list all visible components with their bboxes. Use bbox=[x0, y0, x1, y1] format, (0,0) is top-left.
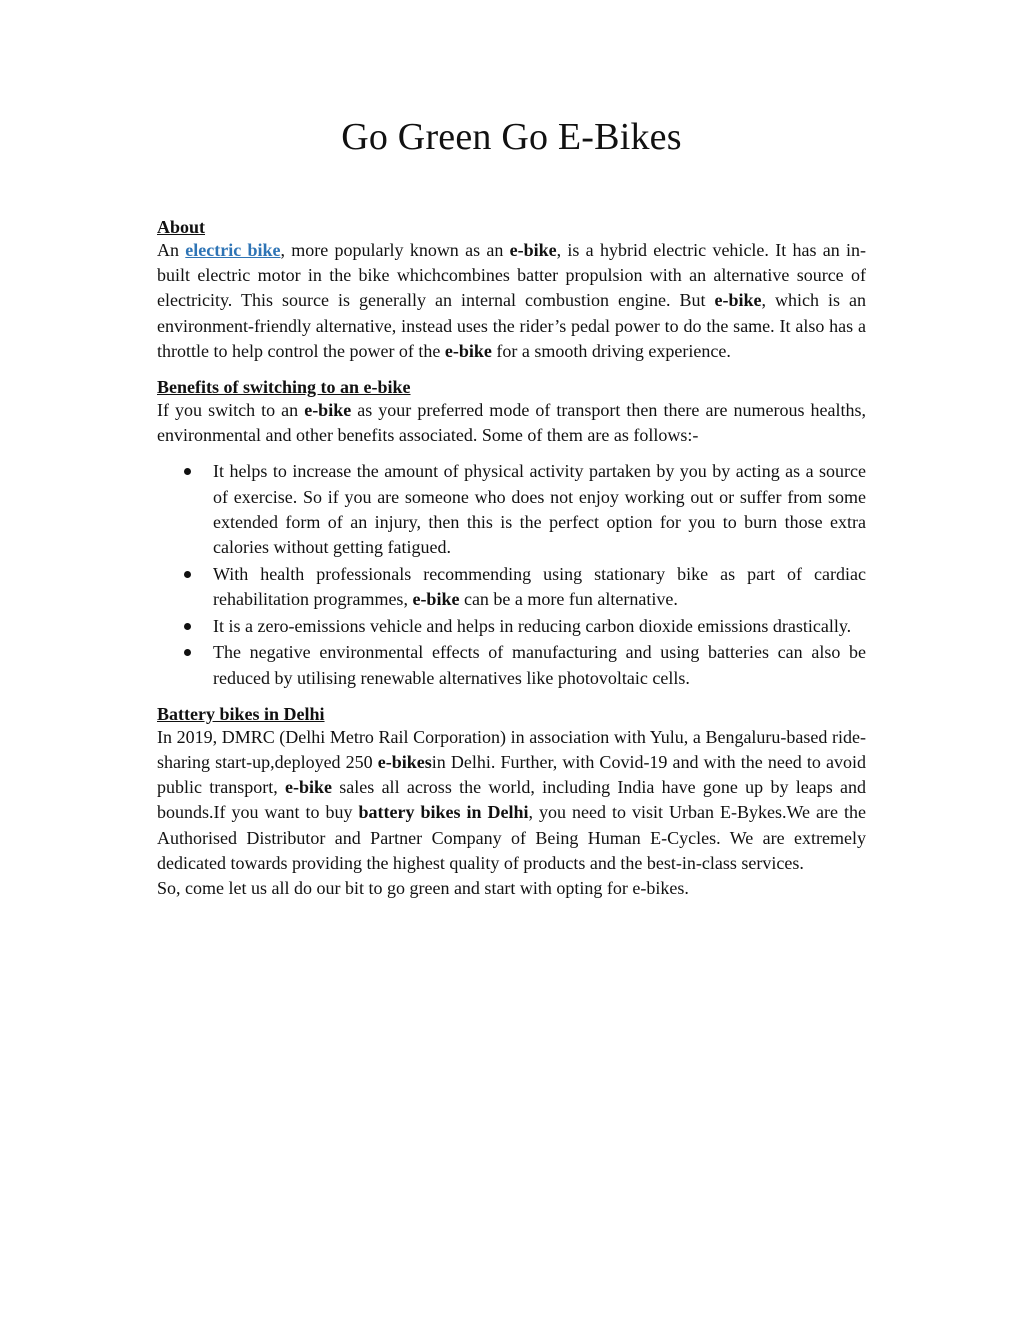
bullet-icon bbox=[184, 571, 191, 578]
list-item-text: It is a zero-emissions vehicle and helps in reducing carbon dioxide emissions drastically. bbox=[213, 615, 852, 636]
document-page bbox=[157, 0, 866, 901]
bold-term: e-bike bbox=[444, 340, 492, 361]
list-item bbox=[157, 459, 866, 560]
bold-term: e-bike bbox=[412, 588, 460, 609]
text-run: in Delhi. Further, with Covid-19 and with the need to avoid public transport, bbox=[157, 751, 866, 798]
benefits-list bbox=[157, 459, 866, 690]
bold-term: e-bike bbox=[304, 400, 352, 421]
list-item bbox=[157, 614, 866, 639]
text-run: , is a hybrid electric vehicle. It has an in-built electric motor in the bike whichcombines batter propulsion with an alternative source of electricity. This source is generally an internal combustion engine. But bbox=[157, 240, 866, 311]
benefits-intro-paragraph bbox=[157, 398, 866, 448]
bullet-icon bbox=[184, 468, 191, 475]
delhi-paragraph bbox=[157, 725, 866, 876]
list-item bbox=[157, 640, 866, 690]
bold-term: e-bike bbox=[714, 290, 762, 311]
text-run: If you switch to an bbox=[157, 400, 305, 421]
closing-paragraph: So, come let us all do our bit to go green and start with opting for e-bikes. bbox=[157, 877, 689, 898]
bold-term: e-bike bbox=[509, 240, 557, 260]
bold-term: battery bikes in Delhi bbox=[358, 802, 529, 823]
text-run: With health professionals recommending using stationary bike as part of cardiac rehabilitation programmes, bbox=[213, 563, 866, 609]
text-run: , which is an environment-friendly alternative, instead uses the rider’s pedal power to do the same. It also has a throttle to help control the power of the bbox=[157, 290, 867, 361]
list-item bbox=[157, 562, 866, 612]
bold-term: e-bike bbox=[285, 777, 333, 798]
text-run: can be a more fun alternative. bbox=[459, 588, 678, 609]
text-run: for a smooth driving experience. bbox=[491, 340, 731, 361]
bold-term: e-bikes bbox=[377, 751, 432, 772]
section-heading-about: About bbox=[157, 217, 206, 237]
text-run: as your preferred mode of transport then there are numerous healths, environmental and other benefits associated. Some of them are as follows:- bbox=[157, 400, 866, 446]
text-run: sales all across the world, including India have gone up by leaps and bounds.If you want to buy bbox=[157, 777, 866, 823]
text-run: , more popularly known as an bbox=[280, 240, 510, 260]
text-run: In 2019, DMRC (Delhi Metro Rail Corporation) in association with Yulu, a Bengaluru-based ride-sharing start-up,deployed 250 bbox=[157, 726, 866, 772]
bullet-icon bbox=[184, 623, 191, 630]
section-heading-benefits: Benefits of switching to an e-bike bbox=[157, 377, 411, 398]
about-paragraph bbox=[157, 238, 866, 364]
list-item-text: The negative environmental effects of manufacturing and using batteries can also be reduced by utilising renewable alternatives like photovoltaic cells. bbox=[213, 642, 866, 688]
text-run: , you need to visit Urban E-Bykes.We are the Authorised Distributor and Partner Company of Being Human E-Cycles. We are extremely dedicated towards providing the highest quality of products and the best-in-class services. bbox=[157, 802, 866, 873]
section-heading-battery-bikes-delhi: Battery bikes in Delhi bbox=[157, 703, 325, 724]
list-item-text: It helps to increase the amount of physical activity partaken by you by acting as a source of exercise. So if you are someone who does not enjoy working out or suffer from some extended form of an injury, then this is the perfect option for you to burn those extra calories without getting fatigued. bbox=[213, 461, 866, 558]
text-run: An bbox=[157, 240, 186, 260]
page-title: Go Green Go E-Bikes bbox=[341, 116, 682, 158]
bullet-icon bbox=[184, 649, 191, 656]
electric-bike-link[interactable]: electric bike bbox=[185, 240, 281, 260]
